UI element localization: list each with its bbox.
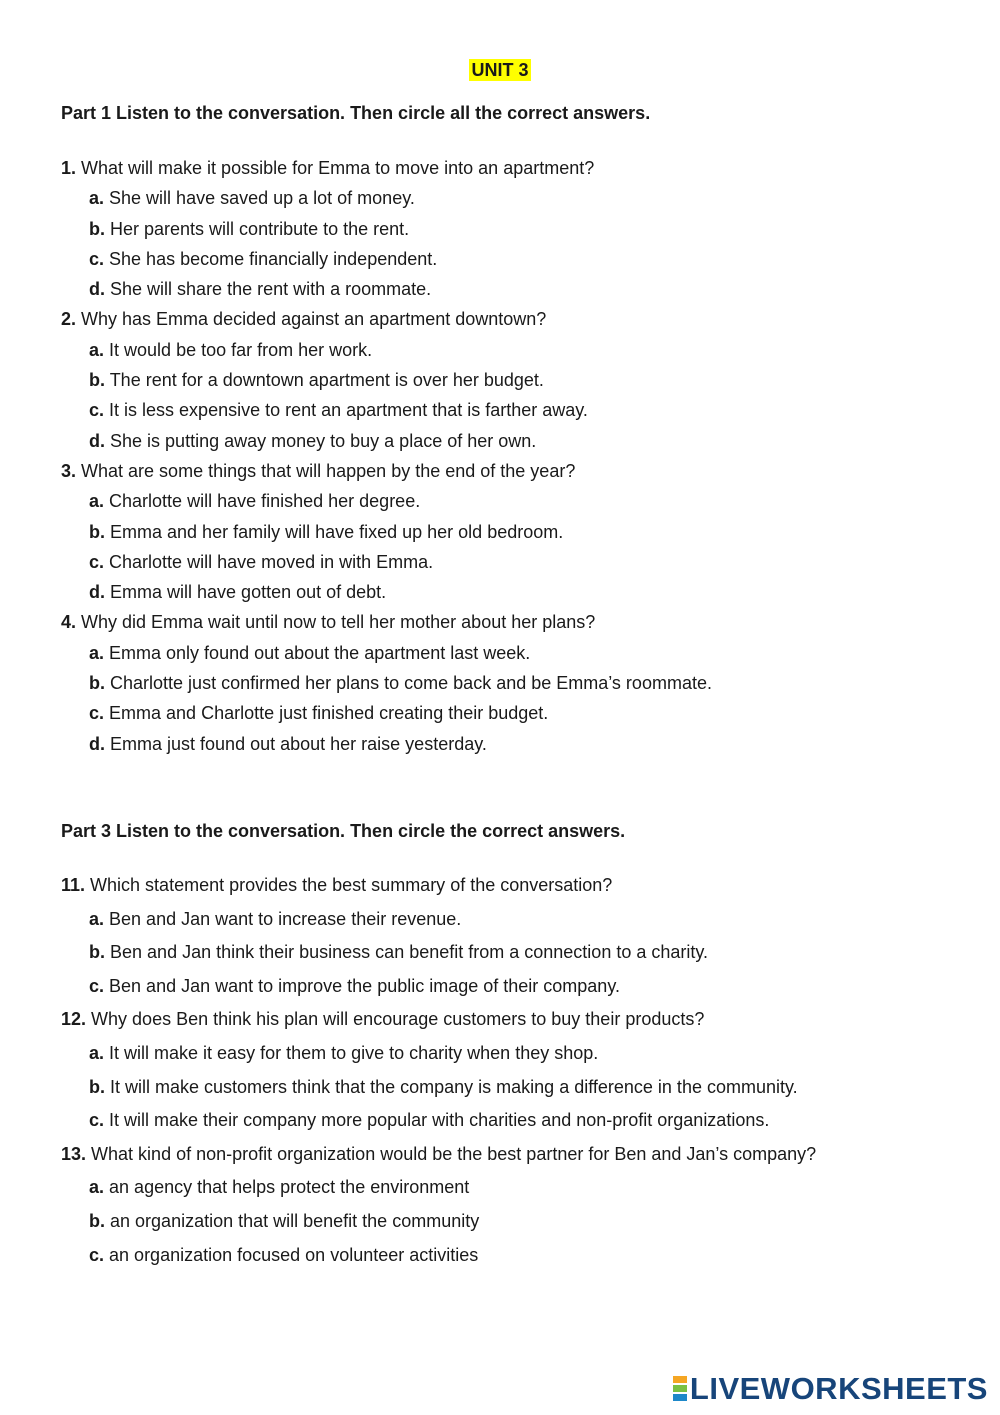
answer-option-4c[interactable]	[61, 698, 961, 728]
part1-heading: Part 1 Listen to the conversation. Then circle all the correct answers.	[61, 103, 651, 123]
part3-questions	[61, 869, 961, 1272]
answer-option-11b[interactable]	[61, 936, 961, 970]
unit-title-text: UNIT 3	[471, 60, 529, 80]
question-12	[61, 1003, 961, 1037]
part1-questions	[61, 153, 961, 759]
question-number: 13.	[61, 1143, 87, 1164]
option-letter: c.	[89, 248, 105, 269]
option-text: Emma only found out about the apartment last week.	[109, 642, 531, 663]
part3-heading: Part 3 Listen to the conversation. Then circle the correct answers.	[61, 821, 626, 841]
option-letter: a.	[89, 1042, 105, 1063]
option-text: Emma will have gotten out of debt.	[110, 582, 387, 603]
option-letter: b.	[89, 673, 105, 694]
answer-option-4d[interactable]	[61, 729, 961, 759]
question-number: 1.	[61, 158, 77, 178]
answer-option-2c[interactable]	[61, 395, 961, 425]
option-letter: d.	[89, 279, 105, 300]
option-letter: b.	[89, 942, 105, 963]
option-text: Emma and Charlotte just finished creating their budget.	[109, 703, 549, 724]
option-letter: c.	[89, 1110, 105, 1131]
answer-option-3a[interactable]	[61, 486, 961, 516]
answer-option-3b[interactable]	[61, 517, 961, 547]
answer-option-13c[interactable]	[61, 1239, 961, 1273]
question-number: 11.	[61, 875, 86, 895]
answer-option-1d[interactable]	[61, 274, 961, 304]
answer-option-11c[interactable]	[61, 970, 961, 1004]
option-text: It will make their company more popular with charities and non-profit organizations.	[109, 1110, 770, 1131]
question-text: Why has Emma decided against an apartment downtown?	[81, 309, 547, 330]
liveworksheets-logo	[673, 1371, 988, 1407]
unit-title	[0, 60, 1000, 81]
option-text: Emma just found out about her raise yesterday.	[110, 733, 487, 754]
question-number: 4.	[61, 612, 77, 633]
question-4	[61, 607, 961, 637]
logo-mark-block	[673, 1376, 687, 1383]
answer-option-12c[interactable]	[61, 1104, 961, 1138]
option-text: Charlotte will have finished her degree.	[109, 491, 421, 512]
option-text: She will have saved up a lot of money.	[109, 188, 415, 209]
logo-mark-block	[673, 1394, 687, 1401]
option-text: The rent for a downtown apartment is over her budget.	[109, 370, 544, 391]
option-letter: a.	[89, 491, 105, 512]
option-letter: b.	[89, 521, 105, 542]
option-letter: b.	[89, 370, 105, 391]
question-text: What are some things that will happen by the end of the year?	[81, 460, 576, 481]
option-letter: a.	[89, 188, 105, 209]
answer-option-13a[interactable]	[61, 1171, 961, 1205]
option-letter: a.	[89, 1177, 105, 1198]
option-letter: c.	[89, 400, 105, 421]
option-text: Emma and her family will have fixed up her old bedroom.	[110, 521, 564, 542]
option-letter: d.	[89, 733, 105, 754]
option-text: It will make customers think that the company is making a difference in the community.	[110, 1076, 798, 1097]
option-letter: c.	[89, 551, 105, 572]
answer-option-13b[interactable]	[61, 1205, 961, 1239]
option-text: She will share the rent with a roommate.	[110, 279, 432, 300]
logo-mark-block	[673, 1385, 687, 1392]
answer-option-3d[interactable]	[61, 577, 961, 607]
question-text: Why did Emma wait until now to tell her mother about her plans?	[81, 612, 596, 633]
question-1	[61, 153, 961, 183]
option-letter: c.	[89, 975, 105, 996]
option-letter: b.	[89, 218, 105, 239]
option-letter: a.	[89, 339, 105, 360]
question-text: Why does Ben think his plan will encourage customers to buy their products?	[91, 1009, 705, 1030]
option-text: an organization focused on volunteer activities	[109, 1244, 479, 1265]
option-letter: b.	[89, 1210, 105, 1231]
logo-mark-icon	[673, 1376, 687, 1403]
option-text: Her parents will contribute to the rent.	[110, 218, 410, 239]
question-number: 2.	[61, 309, 77, 330]
answer-option-3c[interactable]	[61, 547, 961, 577]
option-text: Charlotte will have moved in with Emma.	[109, 551, 434, 572]
question-text: What kind of non-profit organization would be the best partner for Ben and Jan’s company?	[91, 1143, 817, 1164]
answer-option-1c[interactable]	[61, 244, 961, 274]
option-text: an organization that will benefit the community	[110, 1210, 480, 1231]
question-13	[61, 1138, 961, 1172]
answer-option-1b[interactable]	[61, 214, 961, 244]
option-text: It would be too far from her work.	[109, 339, 373, 360]
option-text: Charlotte just confirmed her plans to come back and be Emma’s roommate.	[110, 673, 712, 694]
answer-option-1a[interactable]	[61, 183, 961, 213]
logo-text: LIVEWORKSHEETS	[689, 1371, 988, 1406]
answer-option-12b[interactable]	[61, 1071, 961, 1105]
option-text: Ben and Jan want to improve the public image of their company.	[109, 975, 620, 996]
answer-option-2d[interactable]	[61, 426, 961, 456]
option-text: an agency that helps protect the environment	[109, 1177, 470, 1198]
question-3	[61, 456, 961, 486]
option-letter: c.	[89, 703, 105, 724]
question-2	[61, 304, 961, 334]
question-number: 3.	[61, 460, 77, 481]
option-letter: d.	[89, 582, 105, 603]
answer-option-2a[interactable]	[61, 335, 961, 365]
option-letter: d.	[89, 430, 105, 451]
option-text: She is putting away money to buy a place of her own.	[110, 430, 537, 451]
option-text: It will make it easy for them to give to charity when they shop.	[109, 1042, 599, 1063]
option-letter: c.	[89, 1244, 105, 1265]
question-text: Which statement provides the best summary of the conversation?	[90, 875, 613, 895]
option-letter: b.	[89, 1076, 105, 1097]
option-text: Ben and Jan think their business can benefit from a connection to a charity.	[110, 942, 709, 963]
question-text: What will make it possible for Emma to move into an apartment?	[81, 158, 595, 178]
answer-option-2b[interactable]	[61, 365, 961, 395]
option-text: It is less expensive to rent an apartment that is farther away.	[109, 400, 588, 421]
option-letter: a.	[89, 908, 105, 929]
question-number: 12.	[61, 1009, 87, 1030]
answer-option-4a[interactable]	[61, 638, 961, 668]
option-letter: a.	[89, 642, 105, 663]
answer-option-4b[interactable]	[61, 668, 961, 698]
option-text: She has become financially independent.	[109, 248, 438, 269]
answer-option-12a[interactable]	[61, 1037, 961, 1071]
answer-option-11a[interactable]	[61, 903, 961, 937]
question-11	[61, 869, 961, 903]
option-text: Ben and Jan want to increase their revenue.	[109, 908, 462, 929]
